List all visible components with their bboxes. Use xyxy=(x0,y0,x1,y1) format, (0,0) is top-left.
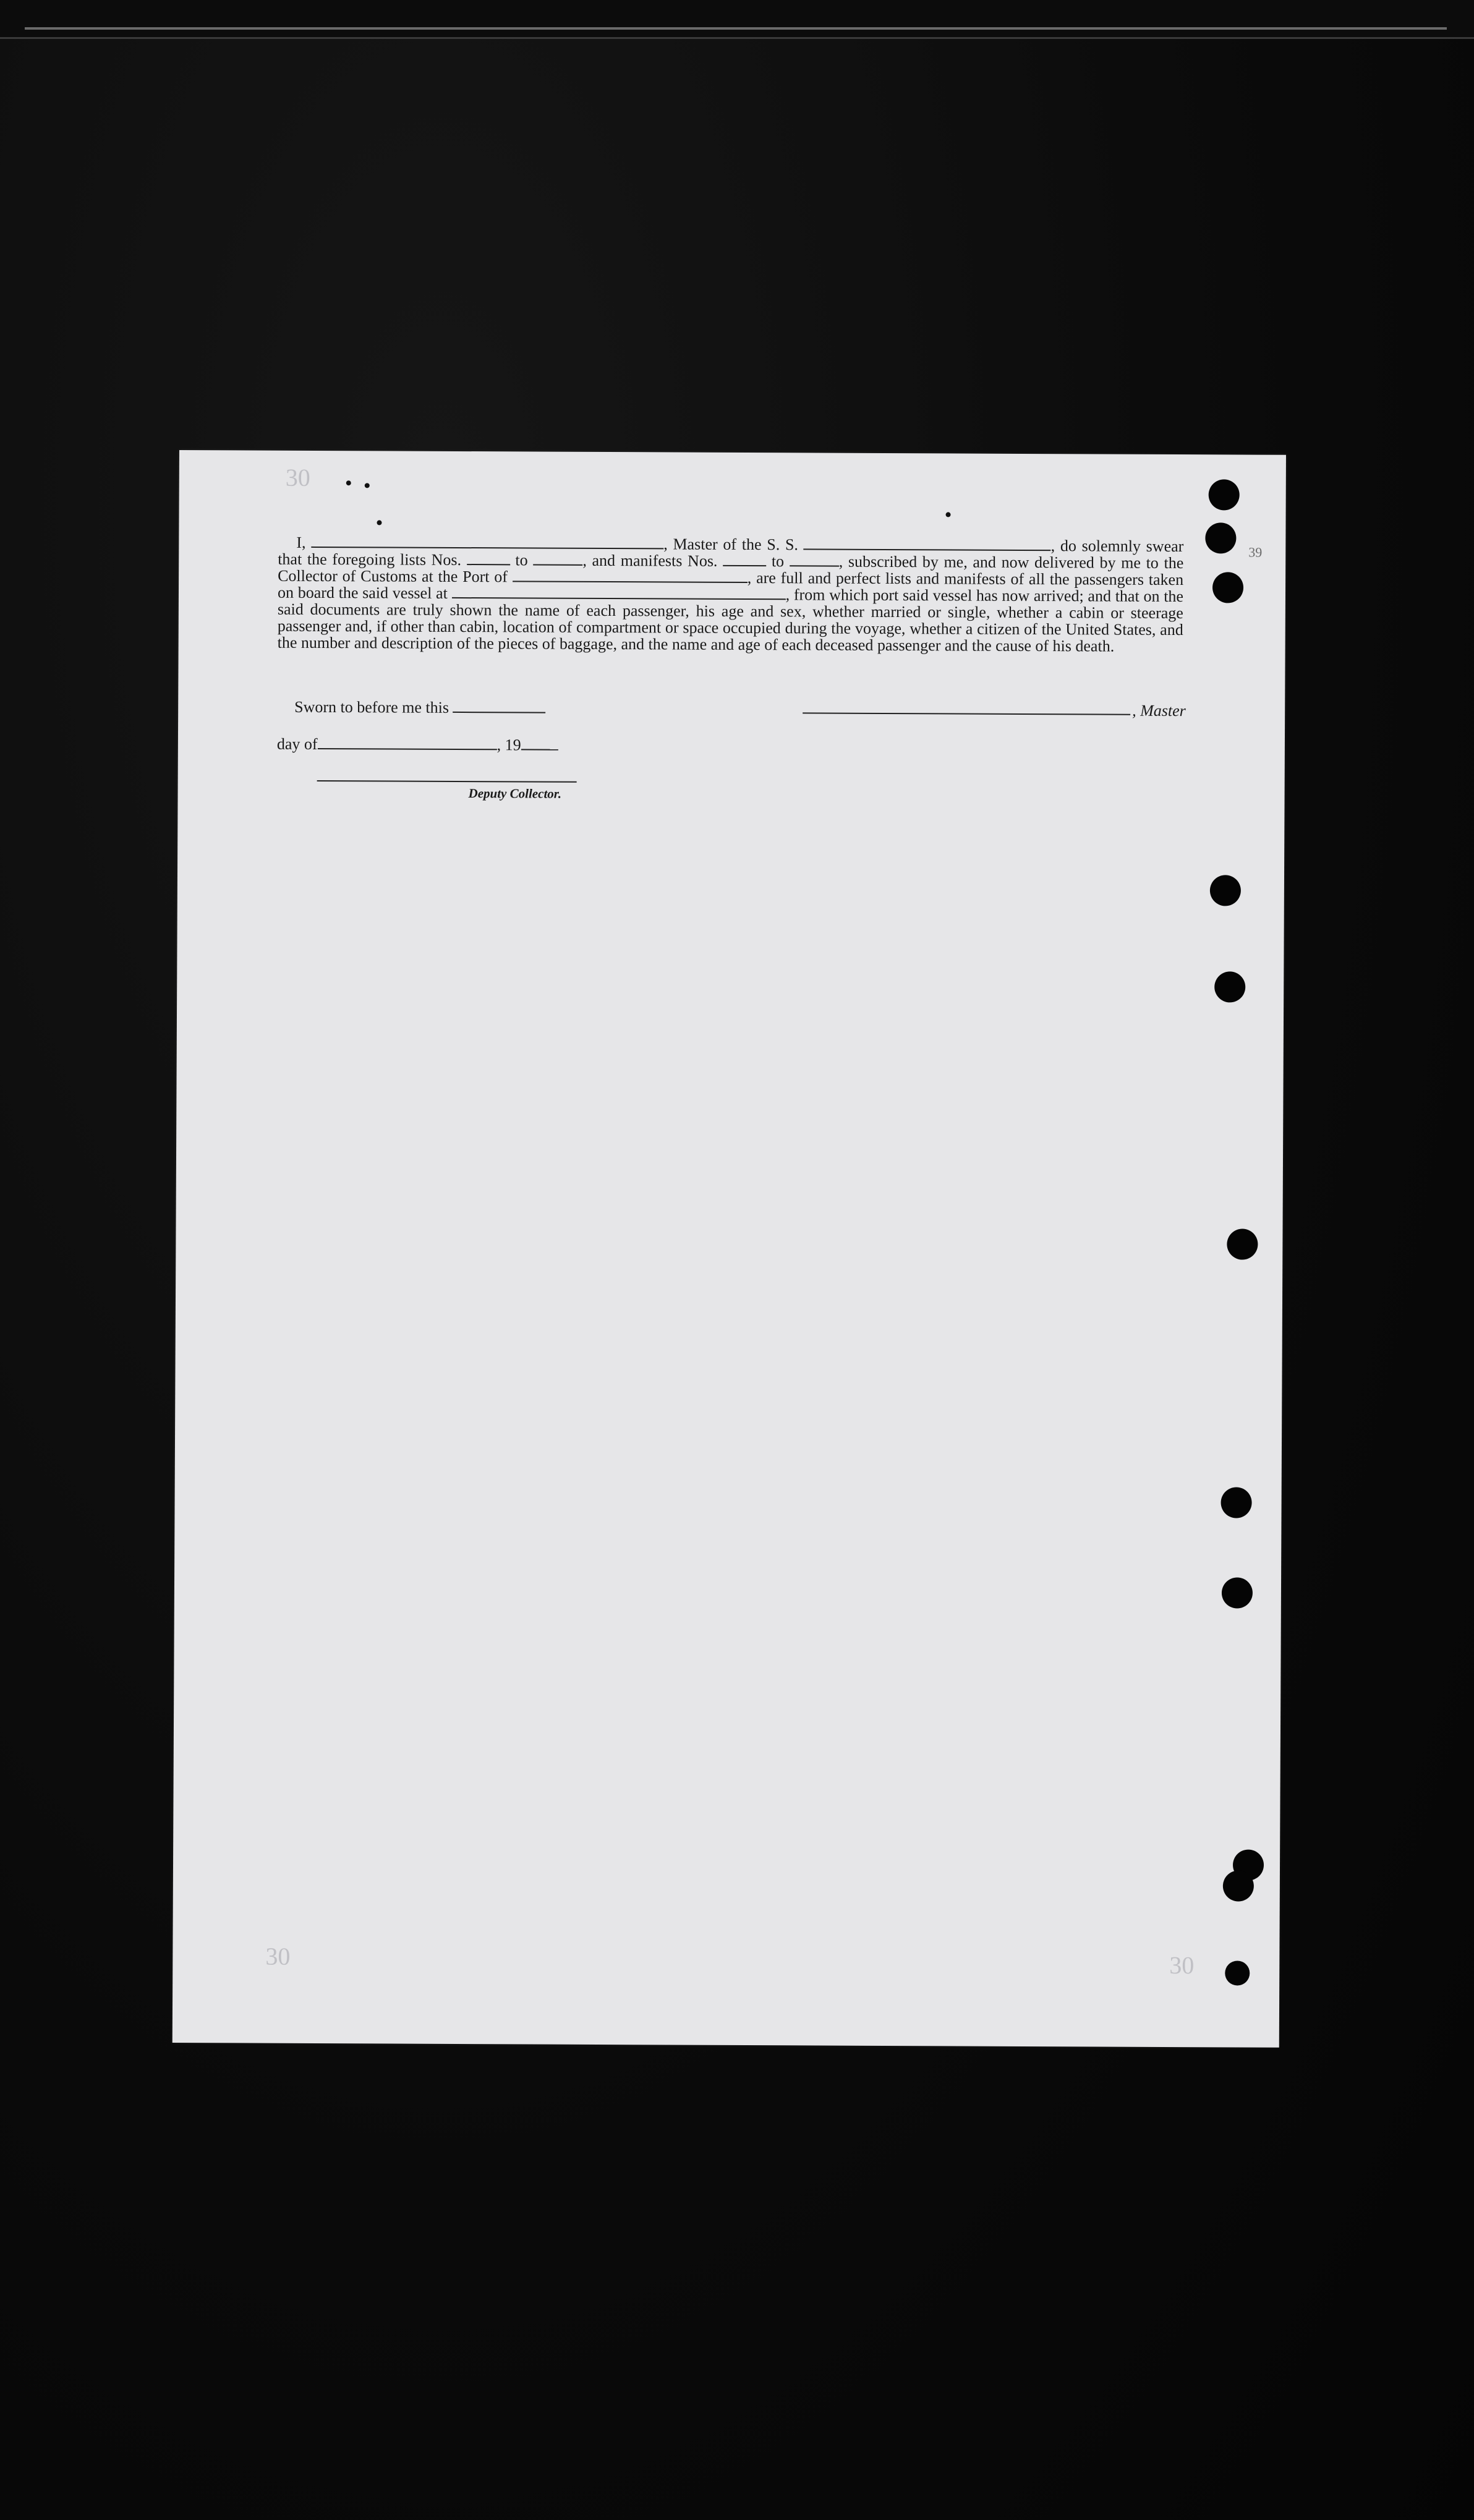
lists-from-blank xyxy=(467,551,510,565)
oath-full-perfect: , are full and perfect lists and manifests of all the passengers taken on board the said vessel at xyxy=(277,569,1184,602)
binder-hole xyxy=(1222,1577,1253,1608)
port-blank xyxy=(513,568,748,583)
ghost-page-number: 30 xyxy=(285,463,310,492)
manifest-page xyxy=(173,450,1286,2048)
manifests-from-blank xyxy=(723,553,766,566)
lists-to-blank xyxy=(533,551,582,565)
master-label: , Master xyxy=(1132,701,1186,720)
ink-speck xyxy=(377,520,381,525)
oath-swear: swear that the foregoing lists Nos. xyxy=(278,537,1184,569)
oath-to: to xyxy=(771,552,785,571)
master-signature-line xyxy=(803,712,1130,715)
manifests-to-blank xyxy=(790,553,839,566)
binder-hole xyxy=(1221,1487,1251,1518)
binder-hole xyxy=(1209,479,1240,510)
binder-hole xyxy=(1227,1228,1258,1259)
film-edge-line xyxy=(25,27,1447,30)
oath-to: to xyxy=(515,551,528,569)
master-name-blank xyxy=(311,534,663,549)
oath-i: I, xyxy=(296,533,306,551)
binder-hole xyxy=(1225,1960,1250,1985)
deputy-signature-line xyxy=(317,780,577,783)
day-of-line xyxy=(277,735,558,755)
binder-hole xyxy=(1212,572,1243,603)
day-of-label: day of xyxy=(276,734,318,753)
film-top-strip xyxy=(0,0,1474,39)
ghost-page-number: 30 xyxy=(1169,1951,1195,1980)
margin-number: 39 xyxy=(1248,544,1263,560)
ghost-page-number: 30 xyxy=(265,1942,291,1970)
oath-manifests: , and manifests Nos. xyxy=(582,551,718,570)
ship-name-blank xyxy=(804,536,1051,551)
sworn-label: Sworn to before me this xyxy=(294,697,449,717)
binder-hole xyxy=(1214,971,1245,1002)
ink-speck xyxy=(346,480,351,485)
oath-do-solemnly: , do solemnly xyxy=(1050,537,1141,555)
binder-hole xyxy=(1205,522,1236,553)
year-blank xyxy=(521,736,558,750)
ink-speck xyxy=(365,483,370,488)
ink-speck xyxy=(946,512,951,517)
sworn-day-blank xyxy=(453,699,545,713)
year-prefix: , 19 xyxy=(496,736,521,754)
oath-from-which: , from which port said vessel has now arrived; and that on the said documents are truly shown the name of each passenger, his age and sex, whether married or single, whether a cabin or steerage passenger and, if other than cabin, location of compartment or space occupied during the voyage, whether a citizen of the United States, and the number and description of the pieces of baggage, and the name and age of each deceased passenger and the cause of his death. xyxy=(277,585,1184,655)
master-oath-paragraph xyxy=(278,534,1184,655)
oath-master-of: , Master of the S. S. xyxy=(663,535,799,554)
oath-subscribed: , subscribed by me, and now delivered by me to the Collector of Customs at the Port of xyxy=(278,552,1184,586)
departure-port-blank xyxy=(452,585,786,600)
binder-hole xyxy=(1223,1870,1254,1901)
sworn-line xyxy=(294,698,545,718)
month-blank xyxy=(318,736,497,750)
deputy-collector-label: Deputy Collector. xyxy=(468,786,562,801)
binder-hole xyxy=(1210,875,1241,906)
